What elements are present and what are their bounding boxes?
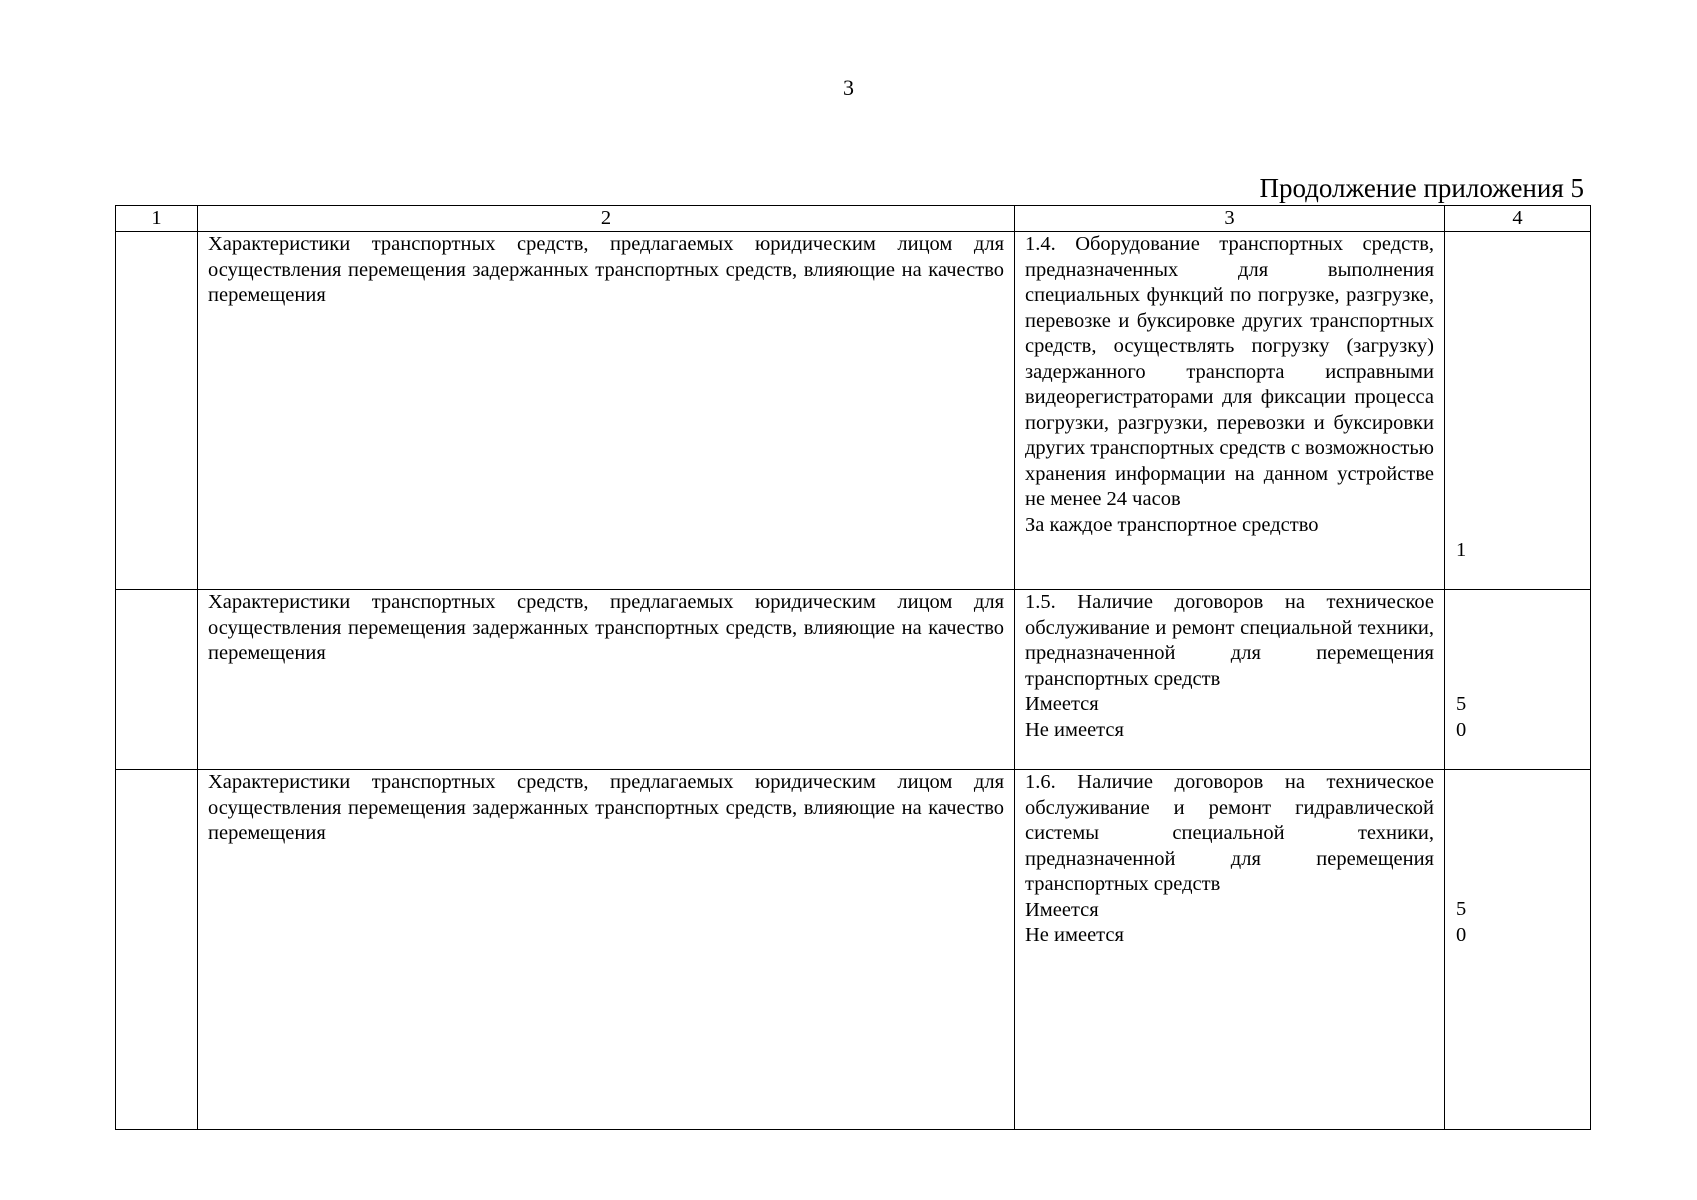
option-score: 0: [1456, 718, 1467, 741]
score-cell: [1445, 232, 1591, 590]
characteristic-cell: [198, 590, 1015, 770]
appendix-title: Продолжение приложения 5: [1259, 173, 1584, 203]
characteristic-text: Характеристики транспортных средств, предлагаемых юридическим лицом для осуществления перемещения задержанных транспортных средств, влияющие на качество перемещения: [208, 591, 1004, 664]
option-score: 1: [1456, 539, 1467, 561]
characteristic-cell: [198, 232, 1015, 590]
table-row: [116, 590, 1591, 770]
page-number: 3: [843, 75, 854, 100]
option-score: 0: [1456, 923, 1467, 946]
score-cell: [1445, 590, 1591, 770]
row-number-cell: [116, 232, 198, 590]
table-header-row: [116, 206, 1591, 232]
option-score: 5: [1456, 693, 1467, 715]
characteristic-text: Характеристики транспортных средств, предлагаемых юридическим лицом для осуществления перемещения задержанных транспортных средств, влияющие на качество перемещения: [208, 233, 1004, 306]
criterion-cell: [1015, 590, 1445, 770]
table-row: [116, 232, 1591, 590]
header-cell-4: 4: [1445, 206, 1591, 232]
header-cell-3: 3: [1015, 206, 1445, 232]
score-spacer: [1456, 590, 1580, 692]
row-number-cell: [116, 590, 198, 770]
criterion-cell: [1015, 232, 1445, 590]
criterion-text: 1.4. Оборудование транспортных средств, предназначенных для выполнения специальных функций по погрузке, разгрузке, перевозке и буксировке других транспортных средств, осуществлять погрузку (загрузку) задержанного транспорта исправными видеорегистраторами для фиксации процесса погрузки, разгрузки, перевозки и буксировки других транспортных средств с возможностью хранения информации на данном устройстве не менее 24 часов: [1025, 233, 1434, 510]
criterion-cell: [1015, 770, 1445, 1130]
option-score: 5: [1456, 898, 1467, 920]
score-spacer: [1456, 232, 1580, 538]
criterion-text: 1.5. Наличие договоров на техническое обслуживание и ремонт специальной техники, предназначенной для перемещения транспортных средств: [1025, 591, 1434, 690]
table-row: [116, 770, 1591, 1130]
characteristic-cell: [198, 770, 1015, 1130]
criteria-table: [115, 205, 1591, 1130]
option-label: Имеется: [1025, 898, 1099, 921]
option-label: За каждое транспортное средство: [1025, 513, 1319, 536]
header-cell-2: 2: [198, 206, 1015, 232]
criterion-text: 1.6. Наличие договоров на техническое обслуживание и ремонт гидравлической системы специальной техники, предназначенной для перемещения транспортных средств: [1025, 771, 1434, 895]
option-label: Не имеется: [1025, 924, 1124, 946]
option-label: Имеется: [1025, 693, 1099, 715]
header-cell-1: 1: [116, 206, 198, 232]
characteristic-text: Характеристики транспортных средств, предлагаемых юридическим лицом для осуществления перемещения задержанных транспортных средств, влияющие на качество перемещения: [208, 771, 1004, 844]
option-label: Не имеется: [1025, 718, 1124, 741]
score-cell: [1445, 770, 1591, 1130]
score-spacer: [1456, 770, 1580, 897]
row-number-cell: [116, 770, 198, 1130]
